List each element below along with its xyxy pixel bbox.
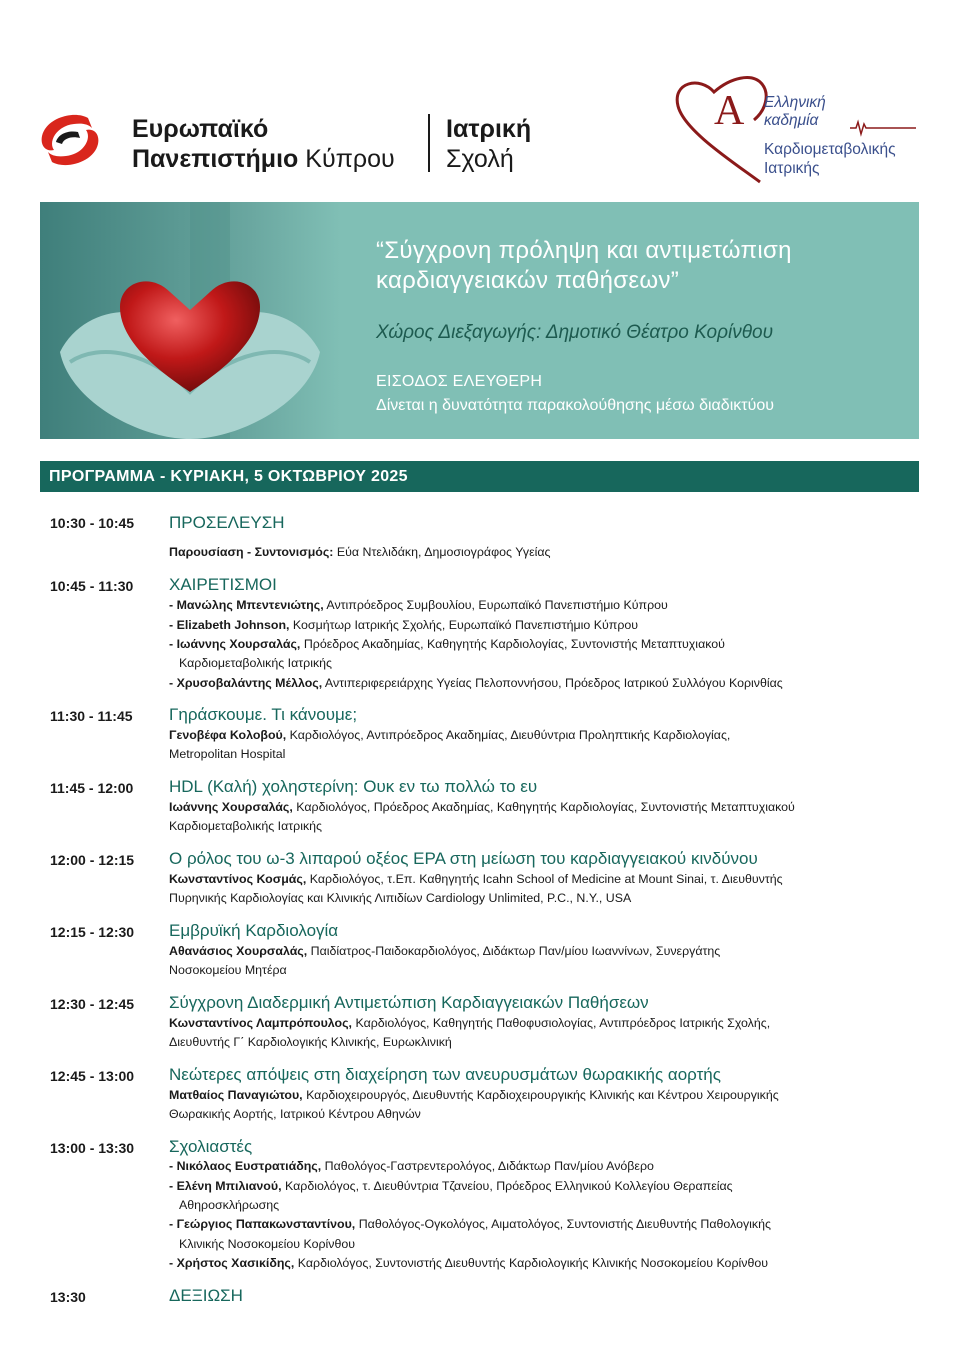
session-line bbox=[169, 747, 285, 761]
session-line bbox=[169, 1256, 768, 1270]
speaker-role: Κοσμήτωρ Ιατρικής Σχολής, Ευρωπαϊκό Πανεπιστήμιο Κύπρου bbox=[289, 618, 639, 632]
academy-line4: Ιατρικής bbox=[764, 160, 820, 177]
speaker-name: Γενοβέφα Κολοβού, bbox=[169, 728, 287, 742]
heart-in-hands-image bbox=[40, 202, 340, 439]
session-time: 13:30 bbox=[50, 1289, 86, 1305]
session-time: 11:45 - 12:00 bbox=[50, 780, 134, 796]
session-title: HDL (Καλή) χοληστερίνη: Ουκ εν τω πολλώ το ευ bbox=[169, 777, 538, 796]
speaker-name: Ματθαίος Παναγιώτου, bbox=[169, 1088, 303, 1102]
session-time: 12:45 - 13:00 bbox=[50, 1068, 135, 1084]
academy-line3: Καρδιομεταβολικής bbox=[764, 141, 896, 158]
session-title: Νεώτερες απόψεις στη διαχείρηση των ανευρυσμάτων θωρακικής αορτής bbox=[169, 1065, 721, 1084]
speaker-role: Αθηροσκλήρωσης bbox=[179, 1198, 280, 1212]
speaker-role: Κλινικής Νοσοκομείου Κορίνθου bbox=[179, 1237, 356, 1251]
academy-letter: Α bbox=[714, 88, 745, 134]
speaker-name: Παρουσίαση - Συντονισμός: bbox=[169, 545, 334, 559]
academy-name-top bbox=[764, 94, 826, 130]
speaker-role: Πρόεδρος Ακαδημίας, Καθηγητής Καρδιολογίας, Συντονιστής Μεταπτυχιακού bbox=[300, 637, 725, 651]
session-time: 12:30 - 12:45 bbox=[50, 996, 135, 1012]
event-title-line2: καρδιαγγειακών παθήσεων” bbox=[376, 267, 680, 294]
session-time: 13:00 - 13:30 bbox=[50, 1140, 135, 1156]
speaker-role: Θωρακικής Αορτής, Ιατρικού Κέντρου Αθηνών bbox=[169, 1107, 421, 1121]
speaker-name: - Χρυσοβαλάντης Μέλλος, bbox=[169, 676, 323, 690]
event-venue: Χώρος Διεξαγωγής: Δημοτικό Θέατρο Κορίνθου bbox=[376, 322, 774, 343]
speaker-role: Παθολόγος-Γαστρεντερολόγος, Διδάκτωρ Παν/μίου Ανόβερο bbox=[321, 1159, 654, 1173]
speaker-role: Καρδιολόγος, τ. Διευθύντρια Τζανείου, Πρόεδρος Ελληνικού Κολλεγίου Θεραπείας bbox=[281, 1179, 733, 1193]
session-line bbox=[169, 963, 287, 977]
session-time: 12:15 - 12:30 bbox=[50, 924, 135, 940]
school-name-line1: Ιατρική bbox=[446, 115, 532, 143]
header-divider bbox=[428, 114, 430, 172]
session-line bbox=[179, 1198, 279, 1212]
session-title: Γηράσκουμε. Τι κάνουμε; bbox=[169, 705, 358, 724]
academy-name-bottom bbox=[764, 140, 896, 178]
speaker-name: - Γεώργιος Παπακωνσταντίνου, bbox=[169, 1217, 356, 1231]
session-line bbox=[169, 819, 322, 833]
school-name-line2: Σχολή bbox=[446, 145, 514, 173]
speaker-name: - Χρήστος Χασικίδης, bbox=[169, 1256, 295, 1270]
academy-line1: Ελληνική bbox=[764, 94, 826, 111]
session-time: 12:00 - 12:15 bbox=[50, 852, 135, 868]
speaker-name: Αθανάσιος Χουρσαλάς, bbox=[169, 944, 308, 958]
session-line bbox=[169, 1035, 452, 1049]
session-line bbox=[169, 872, 783, 886]
session-time: 10:30 - 10:45 bbox=[50, 515, 135, 531]
header bbox=[0, 0, 960, 200]
speaker-name: - Ιωάννης Χουρσαλάς, bbox=[169, 637, 301, 651]
speaker-role: Εύα Ντελιδάκη, Δημοσιογράφος Υγείας bbox=[333, 545, 551, 559]
speaker-role: Καρδιολόγος, τ.Επ. Καθηγητής Icahn School of Medicine at Mount Sinai, τ. Διευθυντής bbox=[306, 872, 783, 886]
session-title: Εμβρυϊκή Καρδιολογία bbox=[169, 921, 339, 940]
session-line bbox=[169, 1179, 733, 1193]
university-name-line1: Ευρωπαϊκό bbox=[132, 115, 269, 143]
speaker-name: - Νικόλαος Ευστρατιάδης, bbox=[169, 1159, 322, 1173]
session-line bbox=[169, 598, 668, 612]
event-banner bbox=[40, 202, 919, 439]
speaker-name: Κωνσταντίνος Λαμπρόπουλος, bbox=[169, 1016, 353, 1030]
speaker-role: Νοσοκομείου Μητέρα bbox=[169, 963, 287, 977]
speaker-name: - Elizabeth Johnson, bbox=[169, 618, 290, 632]
session-line bbox=[169, 891, 631, 905]
session-line bbox=[169, 1016, 770, 1030]
speaker-name: Ιωάννης Χουρσαλάς, bbox=[169, 800, 293, 814]
speaker-role: Πυρηνικής Καρδιολογίας και Κλινικής Λιπιδίων Cardiology Unlimited, P.C., N.Y., USA bbox=[169, 891, 632, 905]
speaker-role: Metropolitan Hospital bbox=[169, 747, 286, 761]
session-line bbox=[179, 656, 332, 670]
university-name bbox=[132, 114, 395, 174]
speaker-role: Αντιπεριφερειάρχης Υγείας Πελοποννήσου, Πρόεδρος Ιατρικού Συλλόγου Κορινθίας bbox=[322, 676, 783, 690]
session-title: Σχολιαστές bbox=[169, 1137, 253, 1156]
event-title-line1: “Σύγχρονη πρόληψη και αντιμετώπιση bbox=[376, 237, 792, 264]
speaker-role: Καρδιομεταβολικής Ιατρικής bbox=[169, 819, 323, 833]
speaker-role: Καρδιολόγος, Αντιπρόεδρος Ακαδημίας, Διευθύντρια Προληπτικής Καρδιολογίας, bbox=[286, 728, 731, 742]
session-title: ΔΕΞΙΩΣΗ bbox=[169, 1286, 243, 1305]
school-name bbox=[446, 114, 531, 174]
speaker-role: Παθολόγος-Ογκολόγος, Αιματολόγος, Συντονιστής Διευθυντής Παθολογικής bbox=[355, 1217, 771, 1231]
session-line bbox=[169, 618, 638, 632]
speaker-role: Καρδιομεταβολικής Ιατρικής bbox=[179, 656, 333, 670]
session-line bbox=[179, 1237, 355, 1251]
session-line bbox=[169, 637, 725, 651]
university-name-light: Κύπρου bbox=[305, 145, 395, 173]
speaker-role: Αντιπρόεδρος Συμβουλίου, Ευρωπαϊκό Πανεπιστήμιο Κύπρου bbox=[323, 598, 668, 612]
university-name-line2 bbox=[132, 144, 395, 174]
speaker-role: Καρδιοχειρουργός, Διευθυντής Καρδιοχειρουργικής Κλινικής και Κέντρου Χειρουργικής bbox=[302, 1088, 779, 1102]
session-line bbox=[169, 1217, 771, 1231]
university-name-bold: Πανεπιστήμιο bbox=[132, 145, 299, 173]
speaker-role: Διευθυντής Γ΄ Καρδιολογικής Κλινικής, Ευρωκλινική bbox=[169, 1035, 452, 1049]
speaker-name: - Μανώλης Μπεντενιώτης, bbox=[169, 598, 324, 612]
free-entry-label: ΕΙΣΟΔΟΣ ΕΛΕΥΘΕΡΗ bbox=[376, 373, 543, 390]
program-header: ΠΡΟΓΡΑΜΜΑ - ΚΥΡΙΑΚΗ, 5 ΟΚΤΩΒΡΙΟΥ 2025 bbox=[40, 461, 919, 492]
session-line bbox=[169, 800, 795, 814]
session-line bbox=[169, 1088, 779, 1102]
event-title bbox=[376, 236, 916, 296]
speaker-name: Κωνσταντίνος Κοσμάς, bbox=[169, 872, 307, 886]
speaker-role: Καρδιολόγος, Καθηγητής Παθοφυσιολογίας, Αντιπρόεδρος Ιατρικής Σχολής, bbox=[352, 1016, 771, 1030]
speaker-role: Παιδίατρος-Παιδοκαρδιολόγος, Διδάκτωρ Παν/μίου Ιωαννίνων, Συνεργάτης bbox=[307, 944, 721, 958]
session-title: ΧΑΙΡΕΤΙΣΜΟΙ bbox=[169, 575, 277, 594]
session-time: 10:45 - 11:30 bbox=[50, 578, 134, 594]
european-university-logo-icon bbox=[38, 112, 102, 168]
session-line bbox=[169, 1107, 421, 1121]
online-attendance-note: Δίνεται η δυνατότητα παρακολούθησης μέσω διαδικτύου bbox=[376, 397, 774, 414]
speaker-role: Καρδιολόγος, Πρόεδρος Ακαδημίας, Καθηγητής Καρδιολογίας, Συντονιστής Μεταπτυχιακού bbox=[292, 800, 795, 814]
speaker-name: - Ελένη Μπιλιανού, bbox=[169, 1179, 282, 1193]
session-title: ΠΡΟΣΕΛΕΥΣΗ bbox=[169, 513, 285, 532]
session-line bbox=[169, 728, 730, 742]
session-line bbox=[169, 545, 550, 559]
session-line bbox=[169, 1159, 654, 1173]
session-line bbox=[169, 944, 720, 958]
session-title: Σύγχρονη Διαδερμική Αντιμετώπιση Καρδιαγγειακών Παθήσεων bbox=[169, 993, 649, 1012]
speaker-role: Καρδιολόγος, Συντονιστής Διευθυντής Καρδιολογικής Κλινικής Νοσοκομείου Κορίνθου bbox=[294, 1256, 769, 1270]
academy-line2: καδημία bbox=[764, 112, 819, 129]
session-time: 11:30 - 11:45 bbox=[50, 708, 133, 724]
session-title: Ο ρόλος του ω-3 λιπαρού οξέος EPA στη μείωση του καρδιαγγειακού κινδύνου bbox=[169, 849, 758, 868]
session-line bbox=[169, 676, 783, 690]
